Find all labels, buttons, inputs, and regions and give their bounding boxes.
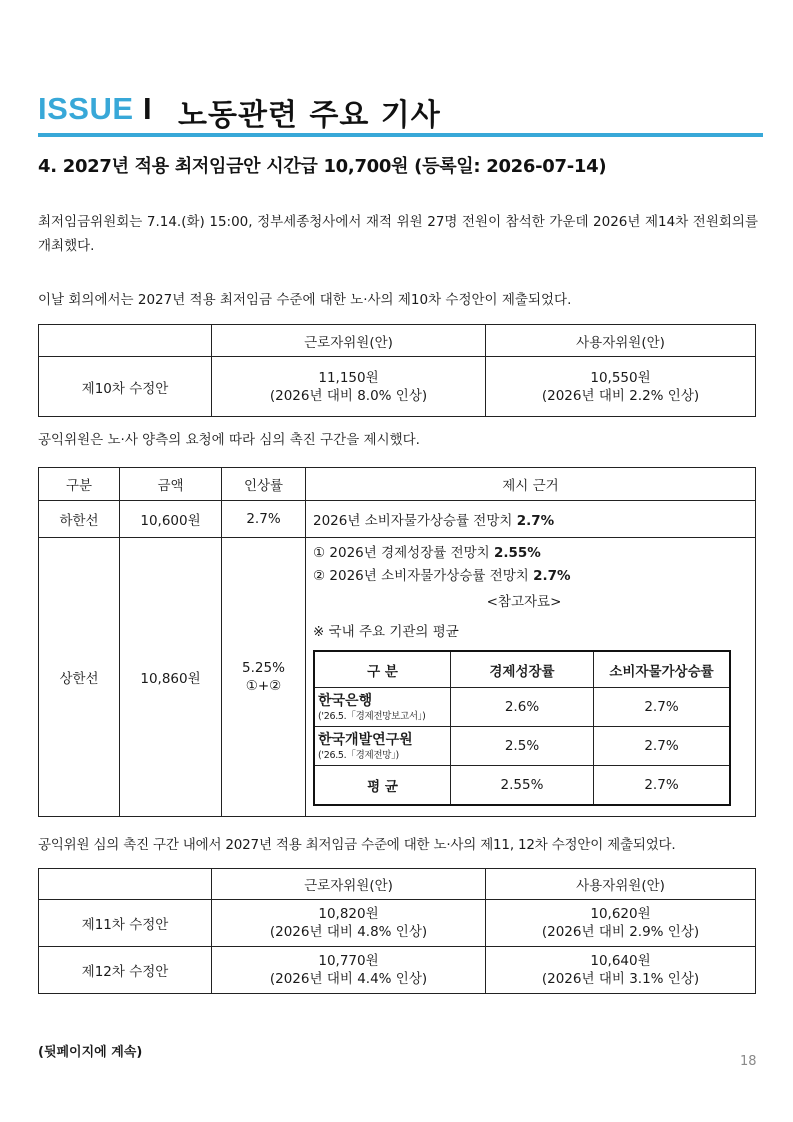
- ref-header-growth: 경제성장률: [451, 651, 594, 688]
- basis-value: 2.7%: [516, 513, 555, 529]
- labor-amount: 10,820원: [318, 906, 379, 922]
- basis-text: ① 2026년 경제성장률 전망치: [313, 545, 494, 561]
- labor-note: (2026년 대비 8.0% 인상): [269, 387, 428, 404]
- management-proposal-cell: [486, 357, 756, 417]
- lower-bound-rate: 2.7%: [222, 501, 306, 538]
- page-header: [38, 88, 763, 138]
- org-name: 한국개발연구원: [318, 731, 413, 748]
- management-proposal-cell: [486, 900, 756, 947]
- reference-table: [313, 650, 731, 806]
- labor-proposal-cell: [212, 900, 486, 947]
- management-note: (2026년 대비 2.2% 인상): [541, 387, 700, 404]
- page-number: 18: [740, 1054, 757, 1069]
- continued-note: (뒷페이지에 계속): [38, 1045, 143, 1060]
- lower-bound-amount: 10,600원: [120, 501, 222, 538]
- management-amount: 10,550원: [590, 369, 651, 386]
- upper-bound-formula: ①+②: [245, 678, 282, 694]
- upper-bound-rate-cell: [222, 538, 306, 817]
- row-label: 제12차 수정안: [39, 947, 212, 994]
- article-title: 4. 2027년 적용 최저임금안 시간급 10,700원 (등록일: 2026-07-14): [38, 156, 607, 177]
- labor-note: (2026년 대비 4.4% 인상): [269, 971, 428, 987]
- org-source: ('26.5.「경제전망」): [318, 749, 399, 761]
- issue-label: ISSUE: [38, 91, 134, 126]
- proposal-11-12-table: [38, 868, 756, 994]
- ref-average-label: 평 균: [314, 766, 451, 806]
- upper-bound-label: 상한선: [39, 538, 120, 817]
- org-source: ('26.5.「경제전망보고서」): [318, 710, 426, 722]
- table-header-rate: 인상률: [222, 468, 306, 501]
- labor-proposal-cell: [212, 357, 486, 417]
- row-label: 제11차 수정안: [39, 900, 212, 947]
- paragraph-meeting: 최저임금위원회는 7.14.(화) 15:00, 정부세종청사에서 재적 위원 27명 전원이 참석한 가운데 2026년 제14차 전원회의를 개최했다.: [38, 214, 758, 254]
- labor-note: (2026년 대비 4.8% 인상): [269, 924, 428, 940]
- table-header-category: 구분: [39, 468, 120, 501]
- basis-value: 2.55%: [494, 545, 541, 561]
- table-header-labor: 근로자위원(안): [212, 325, 486, 357]
- basis-text: ② 2026년 소비자물가상승률 전망치: [313, 568, 534, 584]
- promotion-range-table: [38, 467, 756, 817]
- basis-text: 2026년 소비자물가상승률 전망치: [313, 513, 517, 529]
- proposal-10-table: [38, 324, 756, 417]
- lower-bound-label: 하한선: [39, 501, 120, 538]
- labor-amount: 11,150원: [318, 369, 379, 386]
- ref-average-growth: 2.55%: [451, 766, 594, 806]
- ref-org-cell: [314, 727, 451, 766]
- table-row: [39, 357, 756, 417]
- header-separator: I: [143, 91, 152, 126]
- upper-bound-amount: 10,860원: [120, 538, 222, 817]
- management-note: (2026년 대비 3.1% 인상): [541, 971, 700, 987]
- section-title: 노동관련 주요 기사: [178, 98, 441, 133]
- paragraph-promotion-range: 공익위원은 노·사 양측의 요청에 따라 심의 촉진 구간을 제시했다.: [38, 432, 420, 448]
- paragraph-10th-proposal: 이날 회의에서는 2027년 적용 최저임금 수준에 대한 노·사의 제10차 수정안이 제출되었다.: [38, 292, 572, 308]
- reference-note: ※ 국내 주요 기관의 평균: [313, 624, 459, 640]
- table-header-empty: [39, 869, 212, 900]
- table-row: [314, 727, 730, 766]
- ref-header-cpi: 소비자물가상승률: [594, 651, 731, 688]
- table-row: [314, 688, 730, 727]
- table-header-management: 사용자위원(안): [486, 869, 756, 900]
- ref-growth-value: 2.5%: [451, 727, 594, 766]
- table-header-empty: [39, 325, 212, 357]
- ref-average-cpi: 2.7%: [594, 766, 731, 806]
- table-row: [314, 766, 730, 806]
- management-proposal-cell: [486, 947, 756, 994]
- ref-cpi-value: 2.7%: [594, 727, 731, 766]
- basis-value: 2.7%: [533, 568, 571, 584]
- management-amount: 10,620원: [590, 906, 651, 922]
- table-row: [39, 501, 756, 538]
- ref-growth-value: 2.6%: [451, 688, 594, 727]
- management-note: (2026년 대비 2.9% 인상): [541, 924, 700, 940]
- row-label: 제10차 수정안: [39, 357, 212, 417]
- ref-org-cell: [314, 688, 451, 727]
- table-header-labor: 근로자위원(안): [212, 869, 486, 900]
- table-row: [39, 900, 756, 947]
- paragraph-11-12-proposals: 공익위원 심의 촉진 구간 내에서 2027년 적용 최저임금 수준에 대한 노·사의 제11, 12차 수정안이 제출되었다.: [38, 837, 676, 853]
- upper-bound-basis: [306, 538, 756, 817]
- basis-item-1: [313, 542, 755, 565]
- table-row: [39, 947, 756, 994]
- basis-item-2: [313, 565, 755, 588]
- ref-cpi-value: 2.7%: [594, 688, 731, 727]
- upper-bound-rate: 5.25%: [242, 660, 285, 676]
- table-header-amount: 금액: [120, 468, 222, 501]
- reference-title: <참고자료>: [486, 594, 562, 610]
- table-row: [39, 538, 756, 817]
- labor-amount: 10,770원: [318, 953, 379, 969]
- header-divider: [38, 133, 763, 137]
- lower-bound-basis: [306, 501, 756, 538]
- management-amount: 10,640원: [590, 953, 651, 969]
- table-header-management: 사용자위원(안): [486, 325, 756, 357]
- ref-header-category: 구 분: [314, 651, 451, 688]
- labor-proposal-cell: [212, 947, 486, 994]
- table-header-basis: 제시 근거: [306, 468, 756, 501]
- org-name: 한국은행: [318, 692, 373, 709]
